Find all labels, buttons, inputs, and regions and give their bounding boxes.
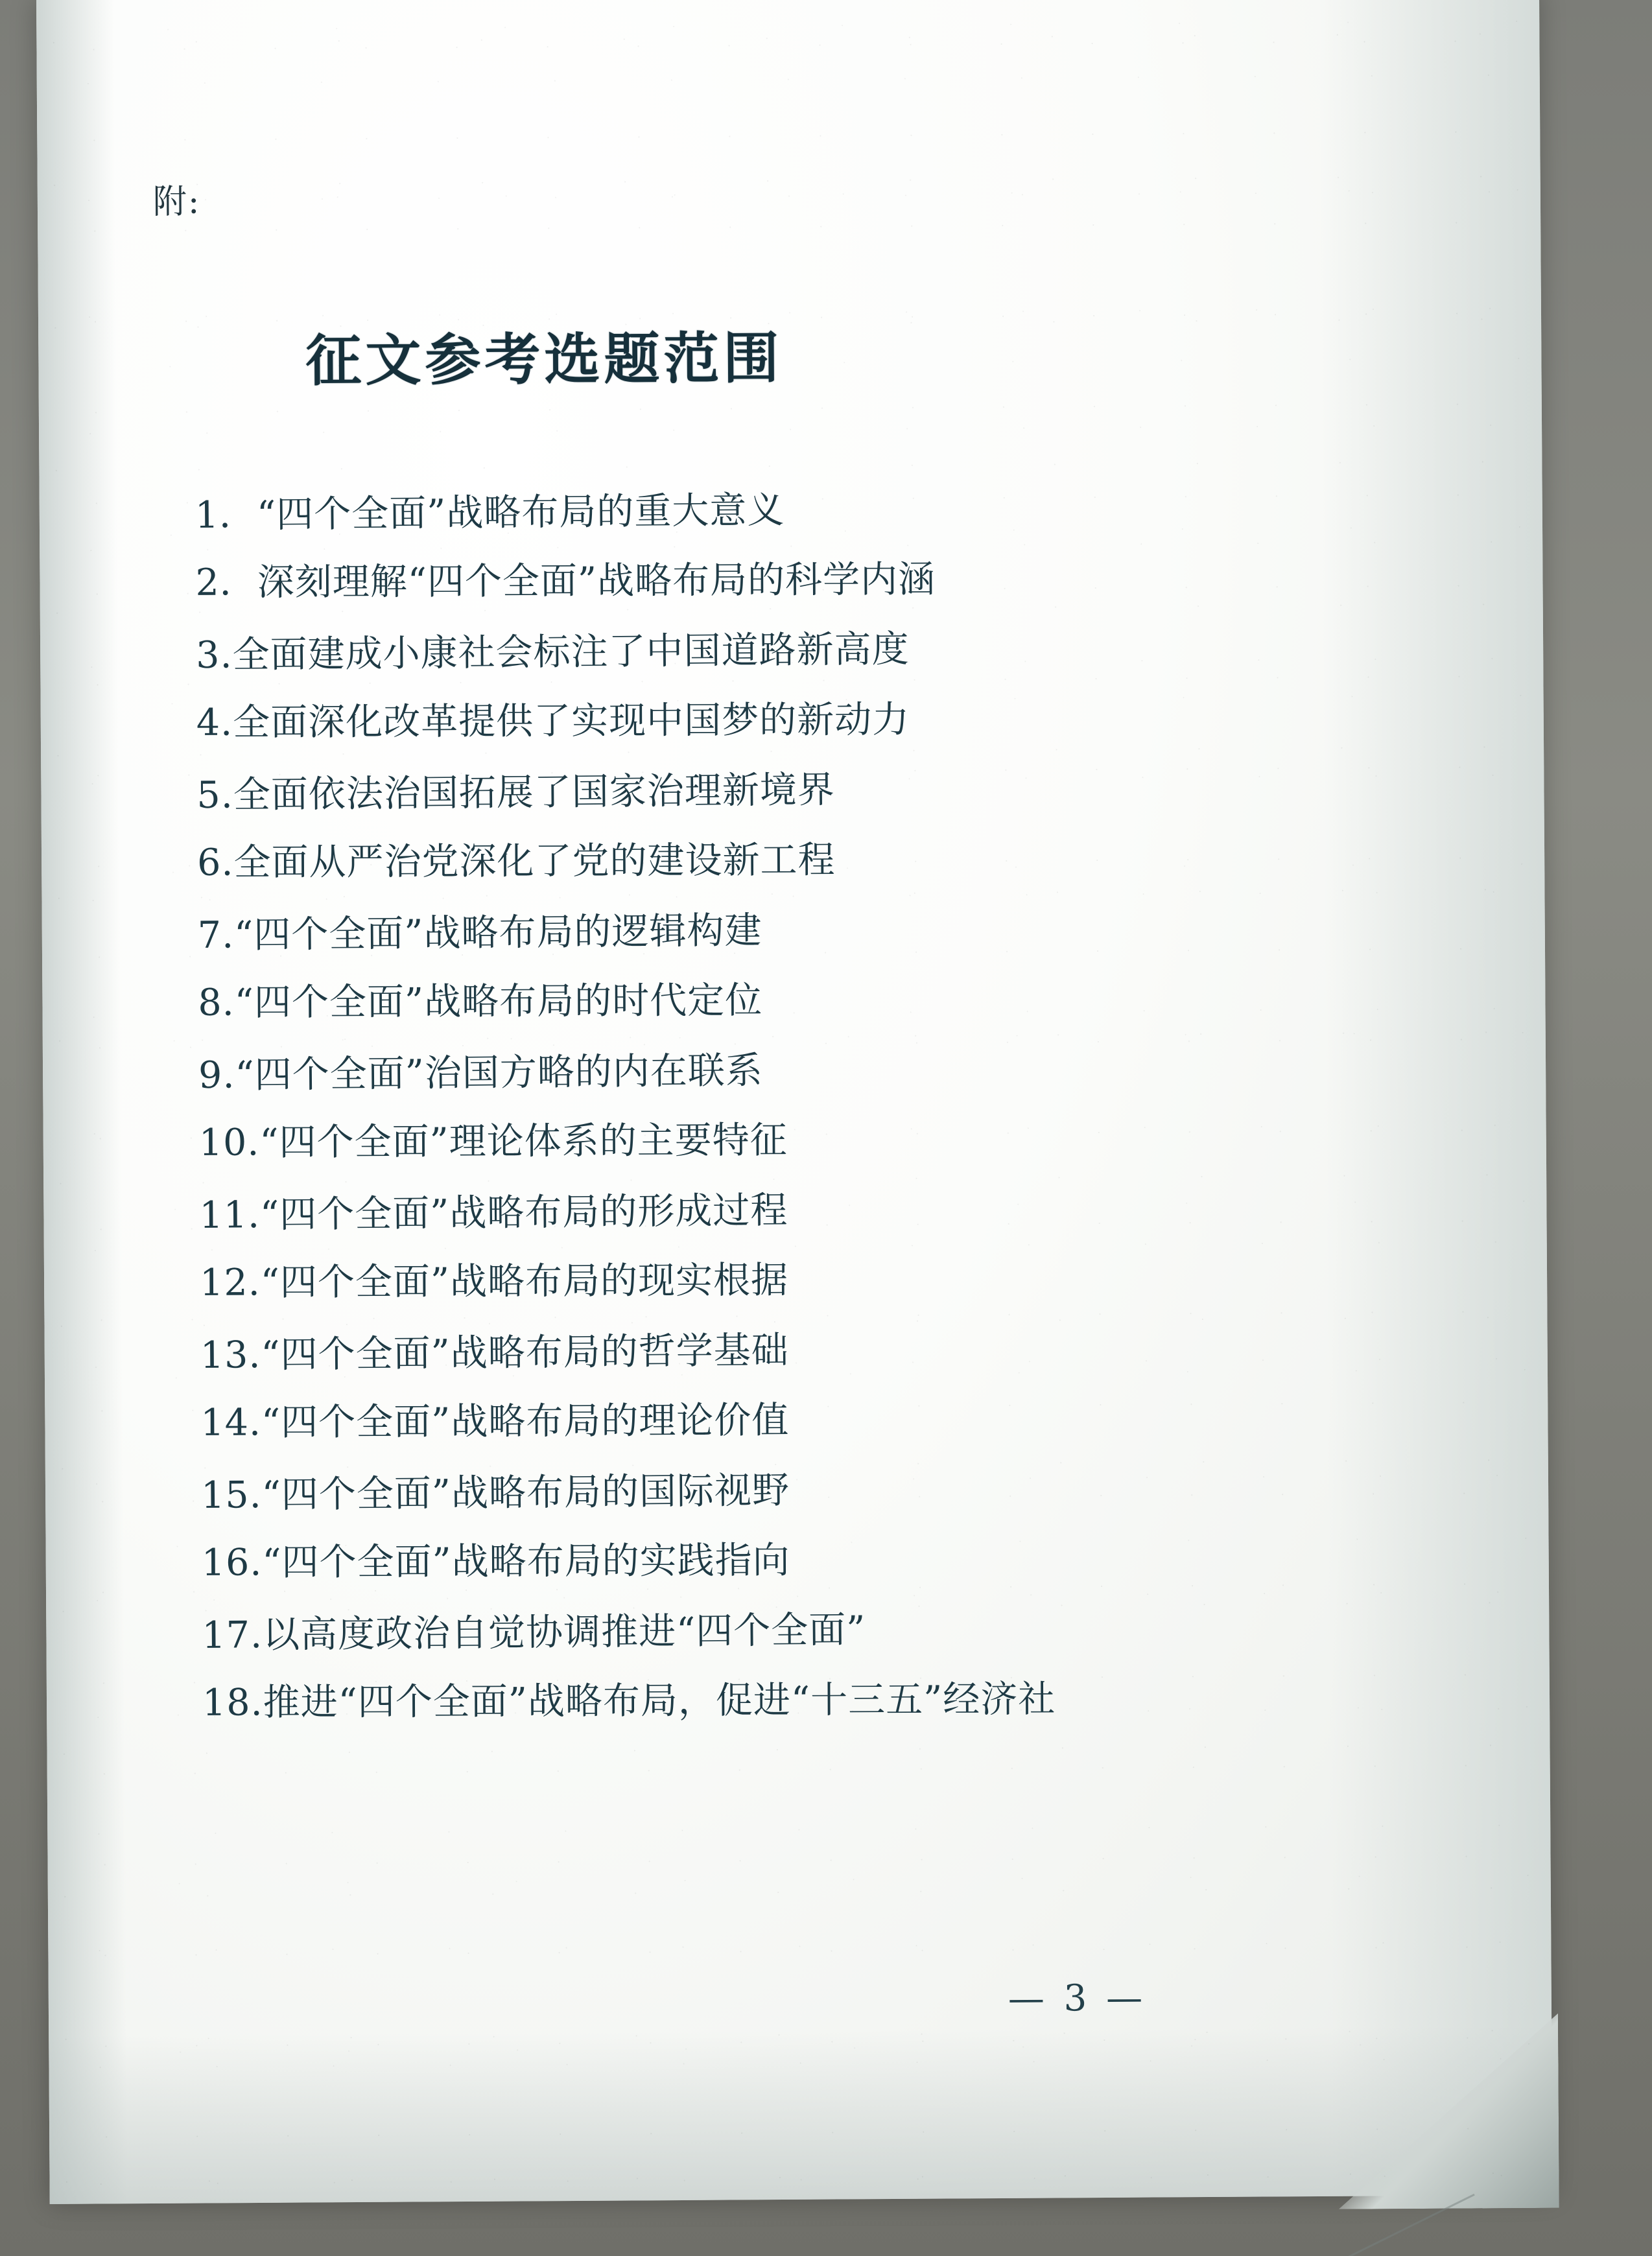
topic-list — [195, 471, 1422, 1739]
list-item: 11.“四个全面”战略布局的形成过程 — [199, 1189, 788, 1237]
list-item: 2．深刻理解“四个全面”战略布局的科学内涵 — [195, 558, 936, 604]
list-item: 9.“四个全面”治国方略的内在联系 — [198, 1049, 764, 1097]
list-item: 10.“四个全面”理论体系的主要特征 — [198, 1118, 788, 1164]
list-item: 16.“四个全面”战略布局的实践指向 — [201, 1538, 790, 1584]
list-item: 12.“四个全面”战略布局的现实根据 — [199, 1258, 789, 1304]
document-title: 征文参考选题范围 — [305, 325, 783, 394]
attachment-label: 附: — [152, 182, 201, 222]
list-item: 8.“四个全面”战略布局的时代定位 — [198, 979, 763, 1024]
list-item: 14.“四个全面”战略布局的理论价值 — [200, 1398, 790, 1444]
list-item: 1．“四个全面”战略布局的重大意义 — [195, 489, 785, 537]
list-item: 15.“四个全面”战略布局的国际视野 — [200, 1469, 790, 1517]
paper-shading-bottom — [49, 2027, 1553, 2204]
list-item: 17.以高度政治自觉协调推进“四个全面” — [202, 1608, 866, 1657]
list-item: 6.全面从严治党深化了党的建设新工程 — [196, 838, 836, 884]
list-item: 7.“四个全面”战略布局的逻辑构建 — [197, 909, 762, 957]
list-item: 13.“四个全面”战略布局的哲学基础 — [200, 1329, 789, 1377]
page-number: — 3 — — [1008, 1977, 1147, 2020]
list-item: 18.推进“四个全面”战略布局，促进“十三五”经济社 — [202, 1678, 1056, 1724]
list-item: 5.全面依法治国拓展了国家治理新境界 — [196, 768, 836, 817]
list-item: 3.全面建成小康社会标注了中国道路新高度 — [195, 628, 910, 677]
paper-sheet — [36, 0, 1553, 2204]
list-item: 4.全面深化改革提供了实现中国梦的新动力 — [196, 698, 910, 744]
